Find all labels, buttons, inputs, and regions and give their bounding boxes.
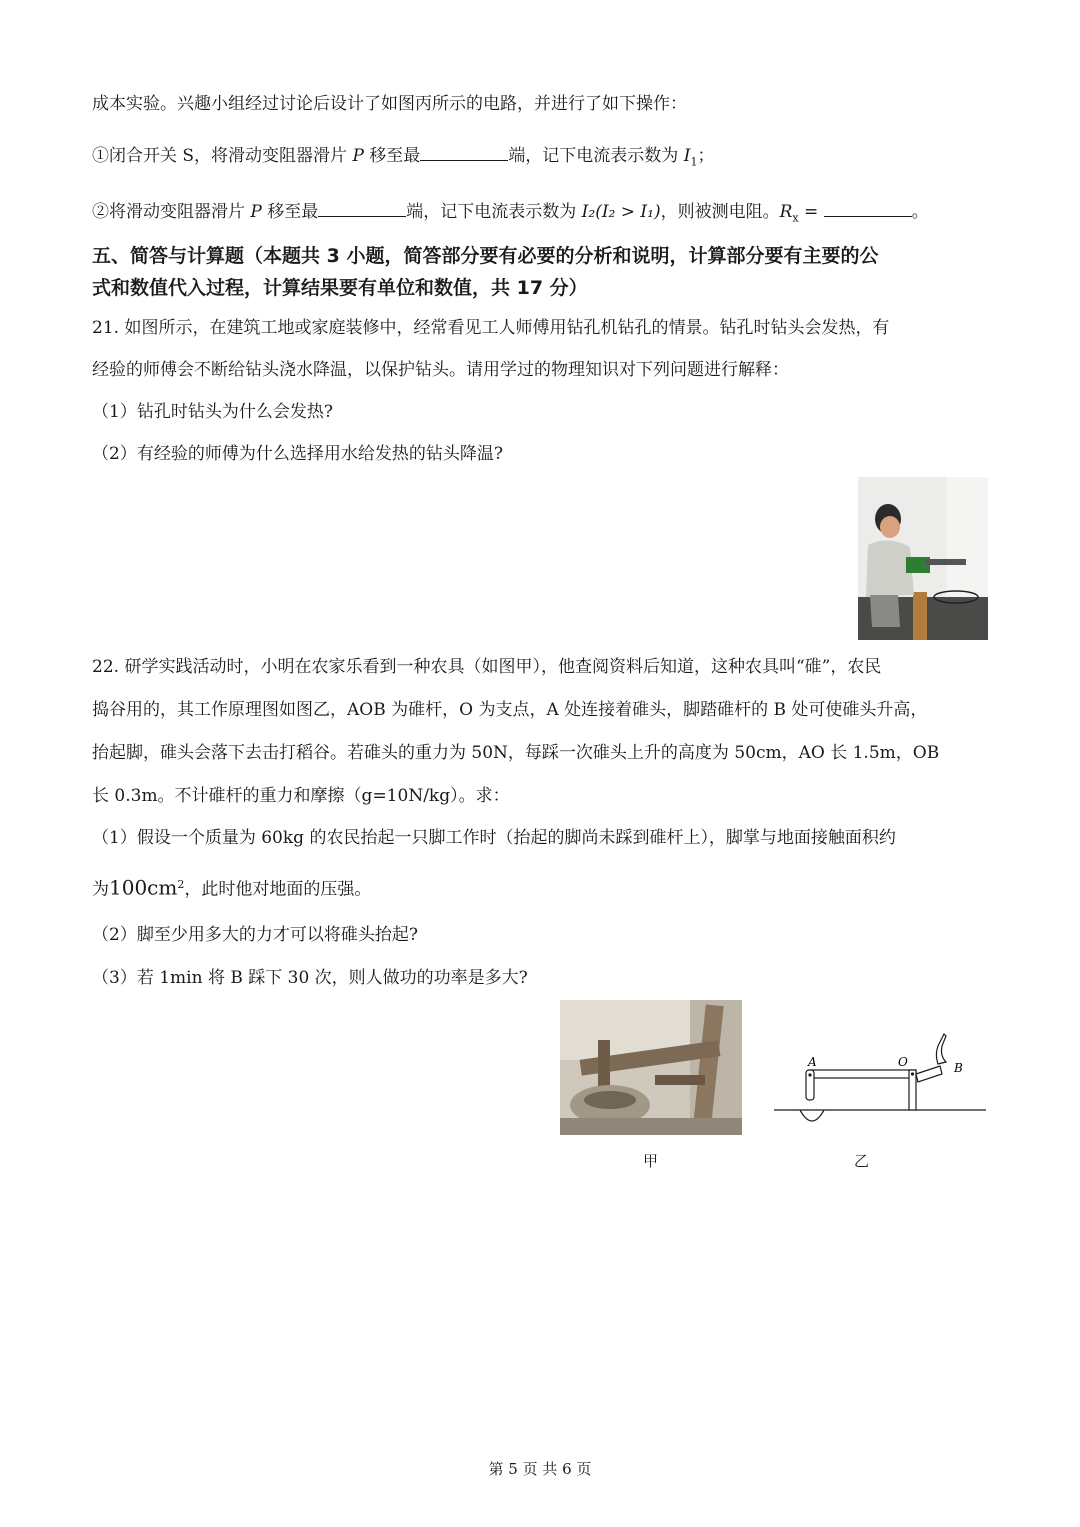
q21-sub-2: （2）有经验的师傅为什么选择用水给发热的钻头降温? — [92, 444, 503, 464]
step-2-prefix: ②将滑动变阻器滑片 — [92, 202, 251, 222]
caption-jia: 甲 — [643, 1152, 659, 1170]
q22-sub-1-prefix: 为 — [92, 879, 109, 900]
q22-sub-1-suffix: ，此时他对地面的压强。 — [184, 879, 372, 900]
page-footer: 第 5 页 共 6 页 — [488, 1460, 592, 1478]
q22-sub-3: （3）若 1min 将 B 踩下 30 次，则人做功的功率是多大? — [92, 968, 528, 988]
q22-line-2: 捣谷用的，其工作原理图如图乙，AOB 为碓杆，O 为支点，A 处连接着碓头，脚踏碓杆的 B 处可使碓头升高， — [92, 700, 928, 720]
var-r-sub: x — [792, 211, 799, 225]
label-a: A — [808, 1055, 817, 1069]
answer-blank-1[interactable] — [420, 142, 508, 161]
point-a-dot — [808, 1073, 811, 1076]
area-value: 100cm — [109, 875, 178, 900]
q22-line-3: 抬起脚，碓头会落下去击打稻谷。若碓头的重力为 50N，每踩一次碓头上升的高度为 50cm，AO 长 1.5m，OB — [92, 743, 940, 763]
step-2 — [92, 198, 929, 230]
var-r: R — [779, 202, 793, 222]
var-p: P — [352, 146, 364, 166]
answer-blank-2[interactable] — [318, 198, 406, 217]
var-i: I — [683, 146, 691, 166]
step-1-prefix: ①闭合开关 S，将滑动变阻器滑片 — [92, 146, 353, 166]
area-exponent: 2 — [177, 878, 185, 891]
step-2-after2: ，则被测电阻。 — [660, 202, 780, 222]
drilling-worker-photo — [858, 477, 988, 640]
label-b: B — [954, 1061, 963, 1075]
label-o: O — [898, 1055, 908, 1069]
var-p: P — [250, 202, 262, 222]
lever-tail — [916, 1066, 942, 1082]
section-5-heading — [92, 240, 992, 304]
caption-yi: 乙 — [854, 1152, 870, 1170]
point-o-dot — [911, 1072, 914, 1075]
answer-blank-3[interactable] — [824, 198, 912, 217]
q22-sub-1-line-2 — [92, 873, 371, 902]
q22-line-1: 22. 研学实践活动时，小明在农家乐看到一种农具（如图甲），他查阅资料后知道，这种农具叫“碓”，农民 — [92, 657, 882, 677]
foot-icon — [936, 1034, 946, 1064]
step-2-after: 端，记下电流表示数为 — [406, 202, 582, 222]
mortar-photo — [560, 1000, 742, 1135]
fulcrum-post — [909, 1070, 916, 1110]
current-expression: I₂(I₂ > I₁) — [581, 202, 661, 222]
lever-arm — [810, 1070, 916, 1078]
q21-line-1: 21. 如图所示，在建筑工地或家庭装修中，经常看见工人师傅用钻孔机钻孔的情景。钻孔时钻头会发热，有 — [92, 318, 890, 338]
step-1-after: 端，记下电流表示数为 — [508, 146, 684, 166]
intro-text: 成本实验。兴趣小组经过讨论后设计了如图丙所示的电路，并进行了如下操作： — [92, 94, 687, 114]
section-5-line-2: 式和数值代入过程，计算结果要有单位和数值，共 17 分） — [92, 277, 588, 299]
q21-sub-1: （1）钻孔时钻头为什么会发热? — [92, 402, 333, 422]
mortar-pit — [800, 1110, 824, 1121]
q22-sub-2: （2）脚至少用多大的力才可以将碓头抬起? — [92, 925, 418, 945]
step-1-end: ； — [697, 146, 715, 166]
step-2-end: 。 — [911, 202, 929, 222]
q22-line-4: 长 0.3m。不计碓杆的重力和摩擦（g=10N/kg）。求： — [92, 786, 510, 806]
equals-sign: = — [798, 202, 824, 222]
q22-sub-1-line-1: （1）假设一个质量为 60kg 的农民抬起一只脚工作时（抬起的脚尚未踩到碓杆上），脚掌与地面接触面积约 — [92, 828, 896, 848]
step-1 — [92, 142, 714, 174]
step-2-mid: 移至最 — [261, 202, 319, 222]
mortar-photo-art — [560, 1000, 742, 1135]
var-i-sub: 1 — [690, 155, 698, 169]
drilling-photo-art — [858, 477, 988, 640]
section-5-line-1: 五、简答与计算题（本题共 3 小题，简答部分要有必要的分析和说明，计算部分要有主要的公 — [92, 245, 879, 267]
q21-line-2: 经验的师傅会不断给钻头浇水降温，以保护钻头。请用学过的物理知识对下列问题进行解释： — [92, 360, 789, 380]
step-1-mid: 移至最 — [363, 146, 421, 166]
lever-diagram — [770, 1030, 992, 1130]
